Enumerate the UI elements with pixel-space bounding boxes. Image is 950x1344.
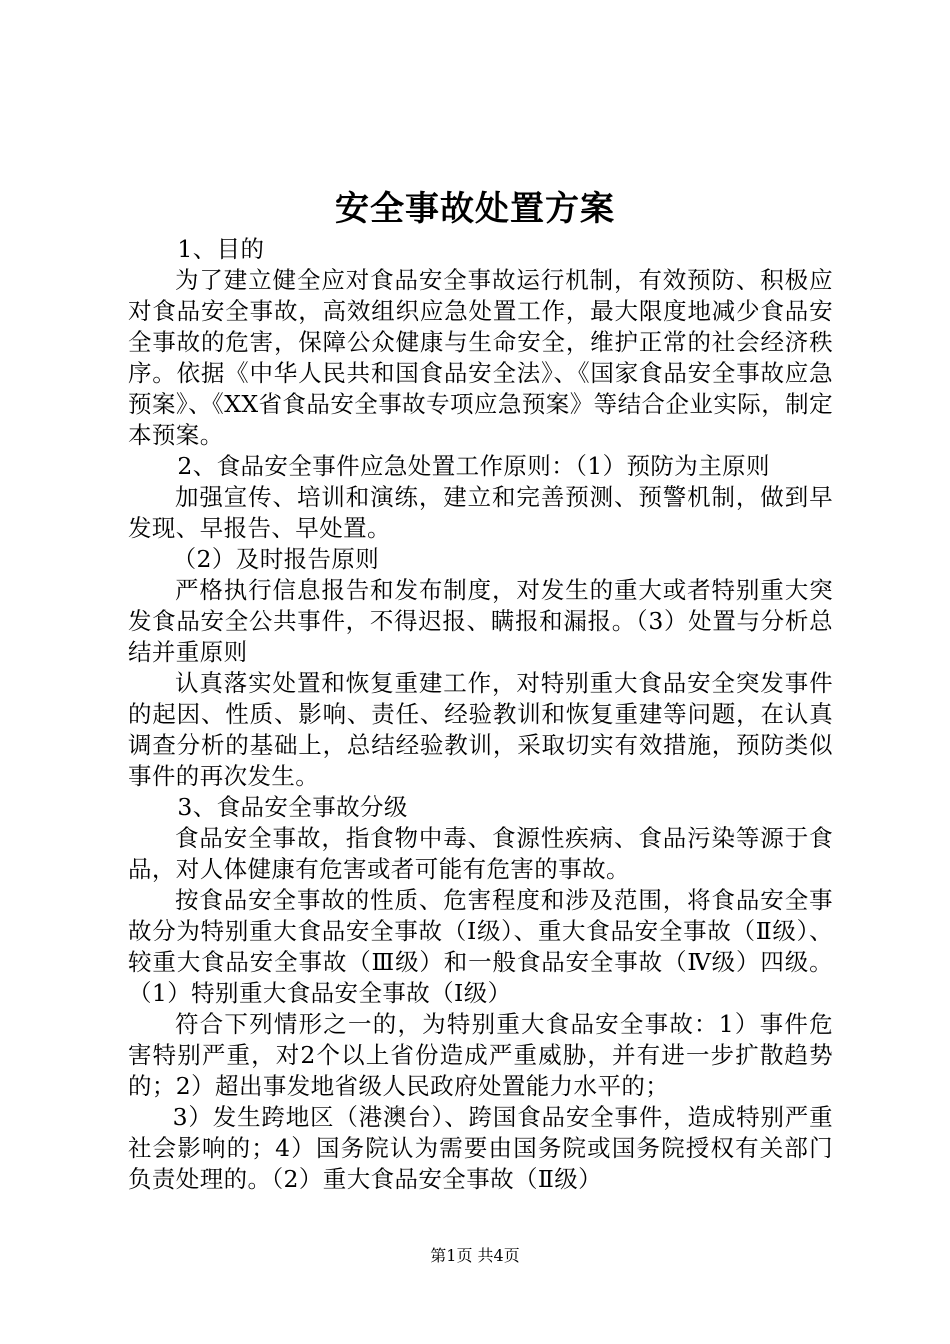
paragraph-purpose: 为了建立健全应对食品安全事故运行机制，有效预防、积极应对食品安全事故，高效组织应急处置工作，最大限度地减少食品安全事故的危害，保障公众健康与生命安全，维护正常的社会经济秩序。依据《中华人民共和国食品安全法》、《国家食品安全事故应急预案》、《XX省食品安全事故专项应急预案》等结合企业实际，制定本预案。 [128, 266, 833, 449]
paragraph-prevention: 加强宣传、培训和演练，建立和完善预测、预警机制，做到早发现、早报告、早处置。 [128, 483, 833, 542]
page-footer: 第1页 共4页 [430, 1246, 520, 1265]
section-heading-principles: 2、食品安全事件应急处置工作原则：（1）预防为主原则 [177, 452, 770, 480]
paragraph-level1-criteria: 符合下列情形之一的，为特别重大食品安全事故：1）事件危害特别严重，对2个以上省份造成严重威胁，并有进一步扩散趋势的；2）超出事发地省级人民政府处置能力水平的； [128, 1010, 833, 1100]
section-heading-classification: 3、食品安全事故分级 [177, 793, 408, 821]
paragraph-levels: 按食品安全事故的性质、危害程度和涉及范围，将食品安全事故分为特别重大食品安全事故（Ⅰ级）、重大食品安全事故（Ⅱ级）、较重大食品安全事故（Ⅲ级）和一般食品安全事故（Ⅳ级）四级。（1）特别重大食品安全事故（Ⅰ级） [128, 886, 833, 1007]
paragraph-definition: 食品安全事故，指食物中毒、食源性疾病、食品污染等源于食品，对人体健康有危害或者可能有危害的事故。 [128, 824, 833, 883]
paragraph-level1-criteria-cont: 3）发生跨地区（港澳台）、跨国食品安全事件，造成特别严重社会影响的；4）国务院认为需要由国务院或国务院授权有关部门负责处理的。（2）重大食品安全事故（Ⅱ级） [128, 1103, 833, 1193]
document-title: 安全事故处置方案 [335, 189, 615, 229]
paragraph-handling-analysis: 认真落实处置和恢复重建工作，对特别重大食品安全突发事件的起因、性质、影响、责任、经验教训和恢复重建等问题，在认真调查分析的基础上，总结经验教训，采取切实有效措施，预防类似事件的再次发生。 [128, 669, 833, 790]
subheading-timely-report: （2）及时报告原则 [172, 545, 380, 573]
paragraph-timely-report: 严格执行信息报告和发布制度，对发生的重大或者特别重大突发食品安全公共事件，不得迟报、瞒报和漏报。（3）处置与分析总结并重原则 [128, 576, 833, 666]
document-body [128, 234, 833, 1195]
section-heading-purpose: 1、目的 [177, 235, 265, 263]
